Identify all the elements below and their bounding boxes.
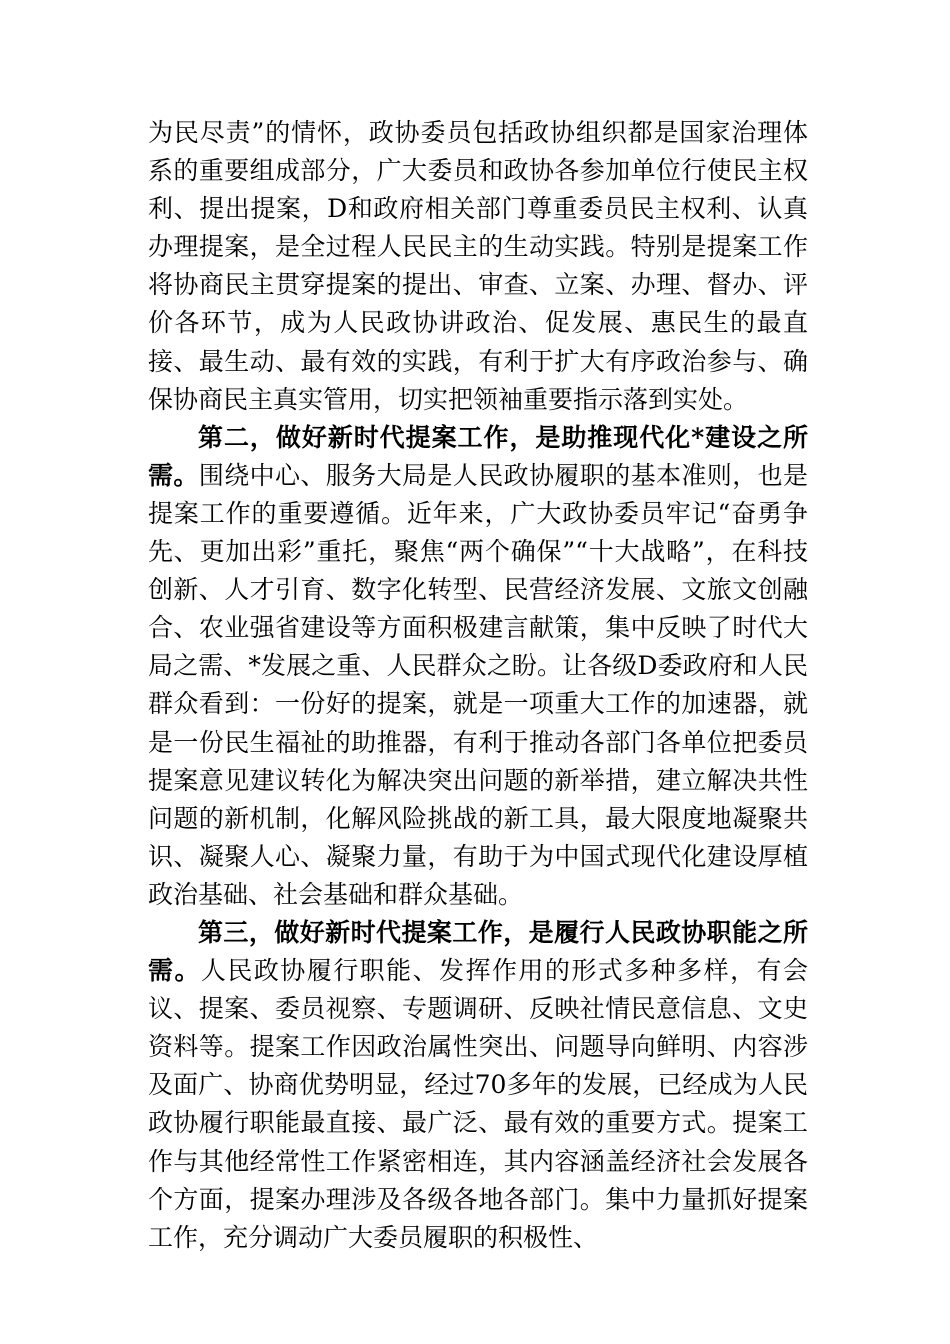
paragraph-lead-heading: 第二，做好新时代提案工作，是助推现代化*建设之所需。	[148, 422, 808, 490]
paragraph-continuation	[148, 114, 808, 419]
paragraph-body: 围绕中心、服务大局是人民政协履职的基本准则，也是提案工作的重要遵循。近年来，广大政协委员牢记“奋勇争先、更加出彩”重托，聚焦“两个确保”“十大战略”，在科技创新、人才引育、数字化转型、民营经济发展、文旅文创融合、农业强省建设等方面积极建言献策，集中反映了时代大局之需、*发展之重、人民群众之盼。让各级D委政府和人民群众看到：一份好的提案，就是一项重大工作的加速器，就是一份民生福祉的助推器，有利于推动各部门各单位把委员提案意见建议转化为解决突出问题的新举措，建立解决共性问题的新机制，化解风险挑战的新工具，最大限度地凝聚共识、凝聚人心、凝聚力量，有助于为中国式现代化建设厚植政治基础、社会基础和群众基础。	[148, 460, 808, 909]
paragraph-body: 为民尽责”的情怀，政协委员包括政协组织都是国家治理体系的重要组成部分，广大委员和政协各参加单位行使民主权利、提出提案，D和政府相关部门尊重委员民主权利、认真办理提案，是全过程人民民主的生动实践。特别是提案工作将协商民主贯穿提案的提出、审查、立案、办理、督办、评价各环节，成为人民政协讲政治、促发展、惠民生的最直接、最生动、最有效的实践，有利于扩大有序政治参与、确保协商民主真实管用，切实把领袖重要指示落到实处。	[148, 118, 808, 414]
paragraph-third-point	[148, 914, 808, 1257]
paragraph-lead-heading: 第三，做好新时代提案工作，是履行人民政协职能之所需。	[148, 917, 808, 986]
document-page	[148, 114, 808, 1257]
paragraph-second-point	[148, 419, 808, 914]
paragraph-body: 人民政协履行职能、发挥作用的形式多种多样，有会议、提案、委员视察、专题调研、反映社情民意信息、文史资料等。提案工作因政治属性突出、问题导向鲜明、内容涉及面广、协商优势明显，经过70多年的发展，已经成为人民政协履行职能最直接、最广泛、最有效的重要方式。提案工作与其他经常性工作紧密相连，其内容涵盖经济社会发展各个方面，提案办理涉及各级各地各部门。集中力量抓好提案工作，充分调动广大委员履职的积极性、	[148, 956, 808, 1252]
